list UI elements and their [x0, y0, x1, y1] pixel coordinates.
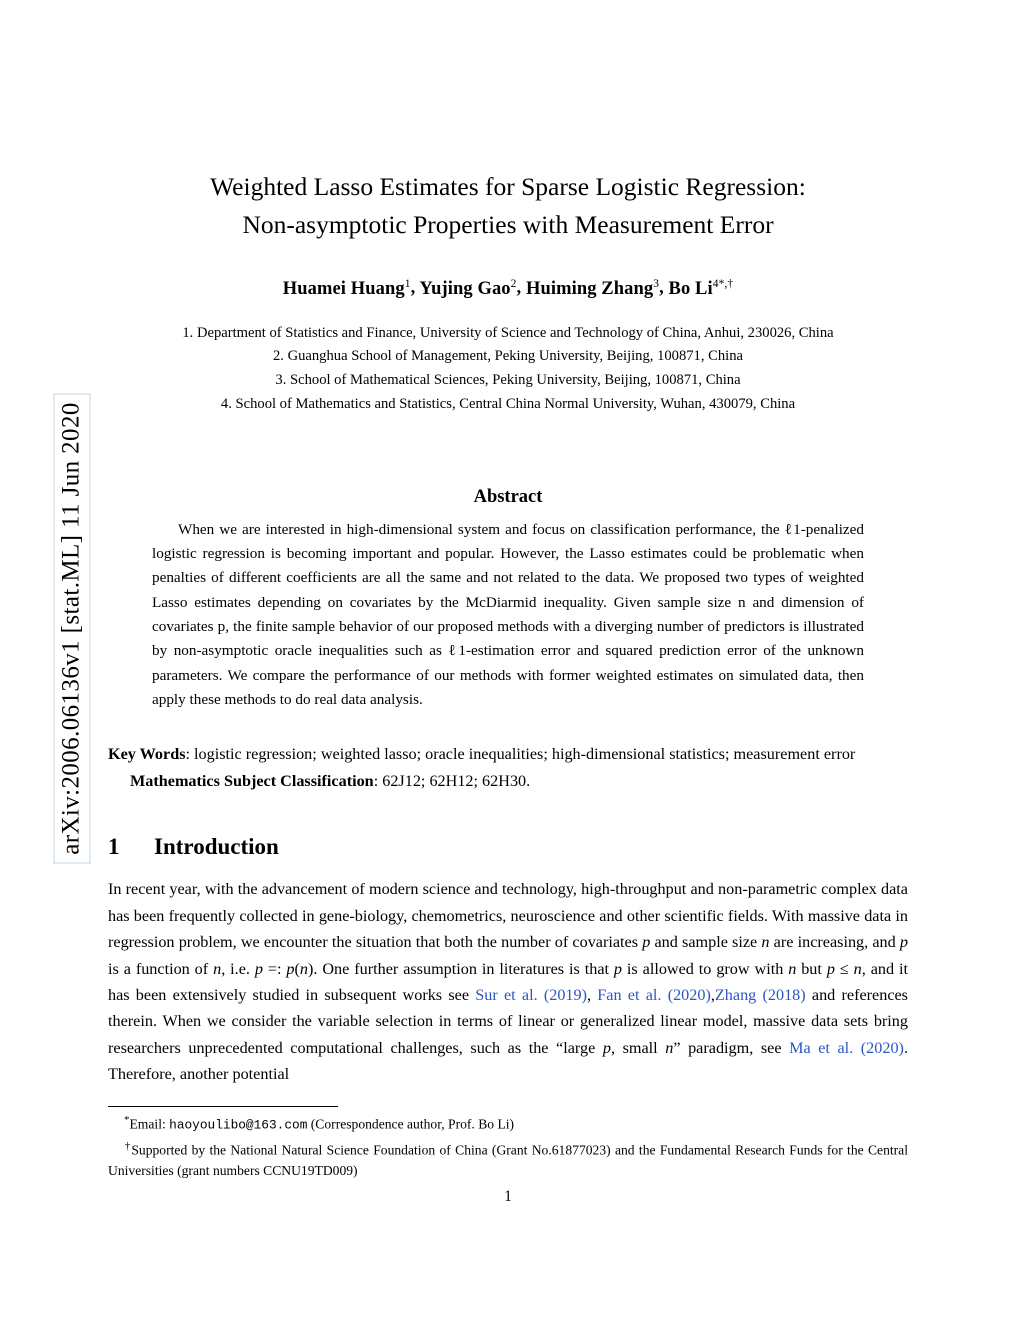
section-number: 1	[108, 834, 120, 860]
footnote-1-post: (Correspondence author, Prof. Bo Li)	[307, 1116, 515, 1132]
keywords-label: Key Words	[108, 745, 186, 764]
keywords-block	[108, 742, 908, 794]
abstract-heading: Abstract	[473, 486, 543, 507]
author-2: Yujing Gao$^2$	[419, 277, 517, 299]
footnote-2-mark: †	[124, 1140, 132, 1153]
abstract-text	[152, 518, 864, 713]
footnote-block	[108, 1112, 908, 1182]
footnote-divider	[108, 1106, 338, 1107]
affiliation-3: 3. School of Mathematical Sciences, Peking University, Beijing, 100871, China	[275, 372, 741, 389]
affiliation-4: 4. School of Mathematics and Statistics, Central China Normal University, Wuhan, 430079, China	[220, 395, 796, 412]
msc-block	[108, 769, 908, 795]
page-title	[108, 168, 908, 243]
author-3-marks: 3	[653, 277, 660, 290]
affiliation-1: 1. Department of Statistics and Finance, University of Science and Technology of China, Anhui, 230026, China	[182, 324, 834, 341]
arxiv-identifier-text: arXiv:2006.06136v1 [stat.ML] 11 Jun 2020	[54, 393, 91, 864]
msc-text: : 62J12; 62H12; 62H30.	[373, 771, 531, 790]
section-heading-introduction	[108, 834, 908, 860]
citation-ma-2020[interactable]: Ma et al. (2020)	[789, 1038, 904, 1057]
title-line-1: Weighted Lasso Estimates for Sparse Logistic Regression:	[210, 172, 806, 201]
citation-sur-2019[interactable]: Sur et al. (2019)	[475, 986, 588, 1005]
citation-fan-2020[interactable]: Fan et al. (2020)	[597, 986, 711, 1005]
arxiv-identifier-stamp	[54, 309, 91, 949]
msc-label: Mathematics Subject Classification	[130, 771, 374, 790]
paper-page	[108, 0, 908, 1325]
keywords-text: : logistic regression; weighted lasso; oracle inequalities; high-dimensional statistics; measurement error	[185, 745, 856, 764]
author-1: Huamei Huang$^1$	[282, 277, 411, 299]
author-4: Bo $Li^{4*,\dagger}$	[668, 277, 734, 299]
footnote-1-mark: *	[124, 1114, 130, 1126]
author-3: Huiming Zhang$^3$	[525, 277, 660, 299]
author-list: Huamei Huang$^1$, Yujing Gao$^2$, Huiming Zhang$^3$, Bo $Li^{4*,\dagger}$	[282, 277, 734, 299]
author-1-marks: 1	[404, 277, 411, 290]
title-line-2: Non-asymptotic Properties with Measurement Error	[242, 209, 774, 239]
footnote-2	[108, 1138, 908, 1182]
abstract-paragraph: When we are interested in high-dimensional system and focus on classification performance, the ℓ1-penalized logistic regression is becoming important and popular. However, the Lasso estimates could be problematic when penalties of different coefficients are all the same and not related to the data. We proposed two types of weighted Lasso estimates depending on covariates by the McDiarmid inequality. Given sample size n and dimension of covariates p, the finite sample behavior of our proposed methods with a diverging number of predictors is illustrated by non-asymptotic oracle inequalities such as ℓ1-estimation error and squared prediction error of the unknown parameters. We compare the performance of our methods with former weighted estimates on simulated data, then apply these methods to do real data analysis.	[152, 520, 864, 708]
footnote-1-email[interactable]: haoyoulibo@163.com	[169, 1117, 308, 1133]
footnote-1	[108, 1112, 908, 1135]
author-4-marks: 4*,†	[712, 277, 734, 290]
footnote-2-text: Supported by the National Natural Science Foundation of China (Grant No.61877023) and the Fundamental Research Funds for the Central Universities (grant numbers CCNU19TD009)	[108, 1142, 908, 1179]
footnote-1-pre: Email:	[129, 1116, 170, 1132]
citation-zhang-2018[interactable]: Zhang (2018)	[714, 986, 806, 1005]
introduction-paragraph: In recent year, with the advancement of modern science and technology, high-throughput and non-parametric complex data has been frequently collected in gene-biology, chemometrics, neuroscience and other scientific fields. With massive data in regression problem, we encounter the situation that both the number of covariates p and sample size n are increasing, and p is a function of n, i.e. p =: p(n). One further assumption in literatures is that p is allowed to grow with n but p ≤ n, and it has been extensively studied in subsequent works see Sur et al. (2019), Fan et al. (2020),Zhang (2018) and references therein. When we consider the variable selection in terms of linear or generalized linear model, massive data sets bring researchers unprecedented computational challenges, such as the “large p, small n” paradigm, see Ma et al. (2020). Therefore, another potential	[108, 880, 908, 1084]
page-number: 1	[504, 1188, 512, 1205]
affiliation-list	[108, 322, 908, 417]
author-2-marks: 2	[510, 277, 517, 290]
affiliation-2: 2. Guanghua School of Management, Peking University, Beijing, 100871, China	[272, 348, 744, 365]
section-title: Introduction	[154, 834, 279, 860]
